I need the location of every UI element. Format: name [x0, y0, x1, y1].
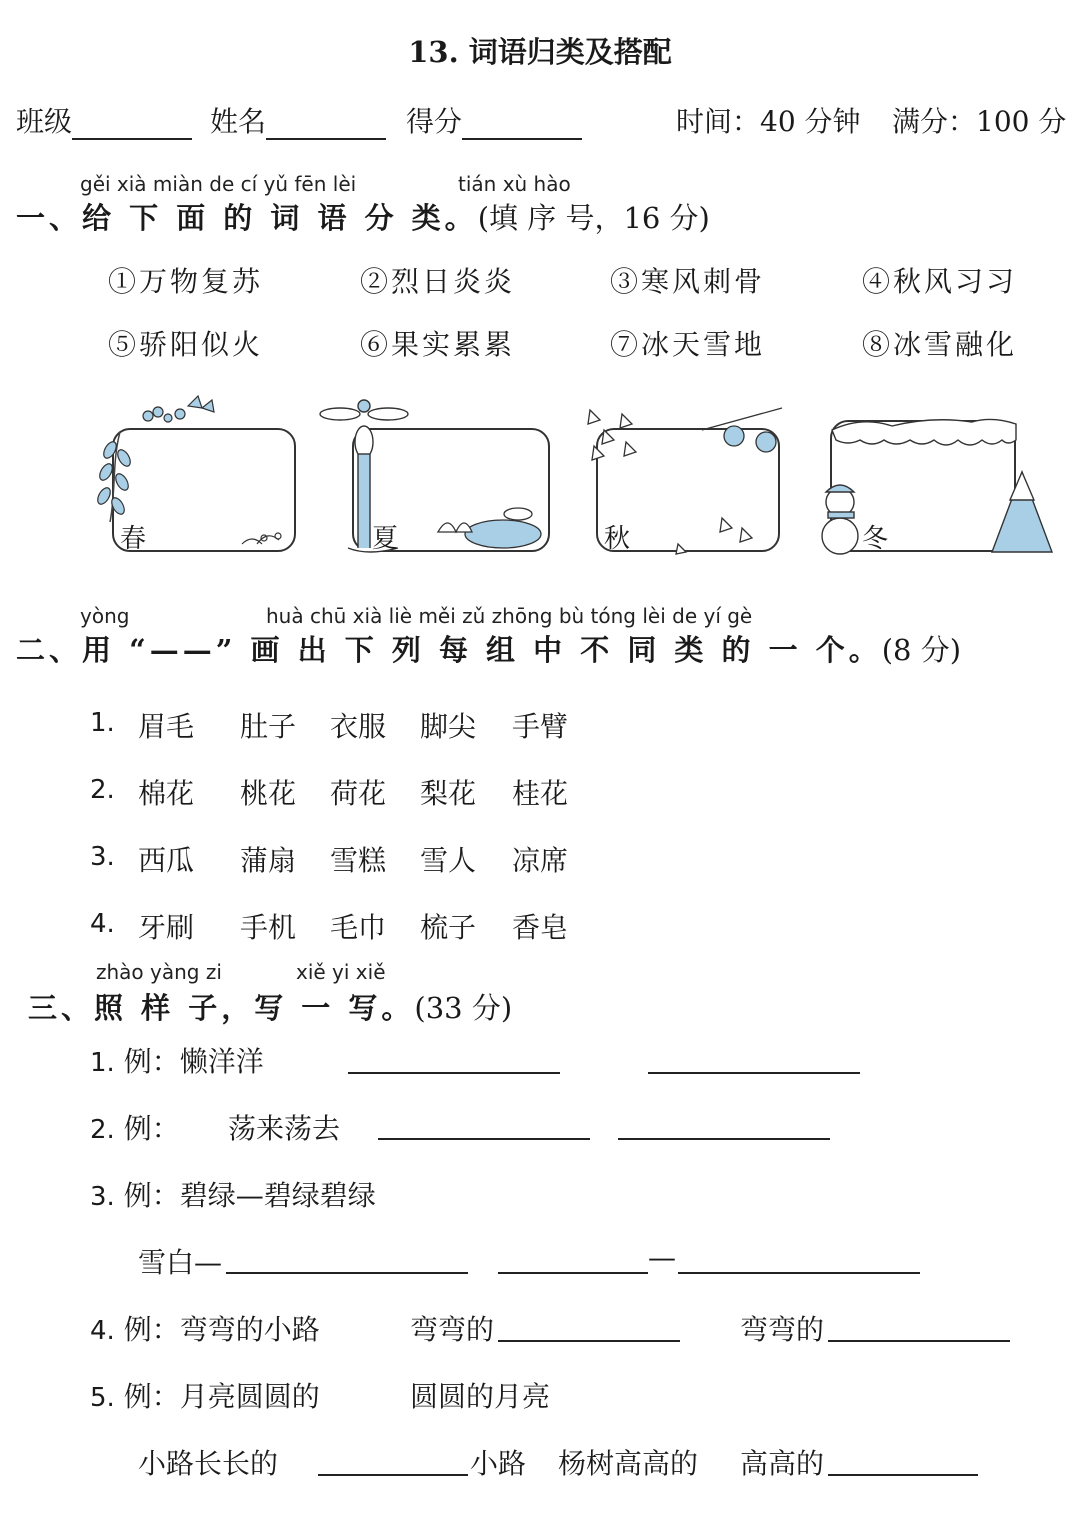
- word[interactable]: 牙刷: [138, 911, 195, 944]
- section2-heading-text: 二、用 “——” 画 出 下 列 每 组 中 不 同 类 的 一 个。: [16, 633, 882, 667]
- item-3: [90, 1174, 376, 1214]
- word[interactable]: 脚尖: [420, 710, 477, 743]
- class-blank[interactable]: [72, 110, 192, 140]
- word[interactable]: 西瓜: [138, 844, 195, 877]
- word[interactable]: 凉席: [512, 844, 569, 877]
- word[interactable]: 桂花: [512, 777, 569, 810]
- item-example: 例：懒洋洋: [123, 1045, 264, 1078]
- group-num: 3.: [90, 842, 115, 872]
- word[interactable]: 香皂: [512, 911, 569, 944]
- item-num: 3.: [90, 1182, 115, 1212]
- group-num: 1.: [90, 708, 115, 738]
- item-5-sub-1: 小路长长的: [138, 1447, 279, 1480]
- item-4: [90, 1308, 320, 1348]
- time-text: 时间：40 分钟: [676, 105, 861, 138]
- group-row-2: [90, 772, 115, 805]
- item-num: 5.: [90, 1383, 115, 1413]
- item-4-prefix-1: 弯弯的: [410, 1313, 495, 1346]
- item-5-example-2: 圆圆的月亮: [410, 1380, 551, 1413]
- section3-heading-text: 三、照 样 子，写 一 写。: [28, 991, 415, 1025]
- word[interactable]: 雪糕: [330, 844, 387, 877]
- item-example: 例：弯弯的小路: [123, 1313, 320, 1346]
- item-num: 4.: [90, 1316, 115, 1346]
- word[interactable]: 肚子: [240, 710, 297, 743]
- answer-blank[interactable]: [226, 1272, 468, 1274]
- item-example: 例：月亮圆圆的: [123, 1380, 320, 1413]
- word[interactable]: 衣服: [330, 710, 387, 743]
- word[interactable]: 手臂: [512, 710, 569, 743]
- word[interactable]: 毛巾: [330, 911, 387, 944]
- group-num: 4.: [90, 909, 115, 939]
- section1-heading-text: 一、给 下 面 的 词 语 分 类。: [16, 201, 478, 235]
- group-num: 2.: [90, 775, 115, 805]
- class-field: [16, 100, 192, 140]
- summer-label: 夏: [372, 524, 399, 554]
- section3-heading: [28, 986, 512, 1027]
- item-2: [90, 1107, 180, 1147]
- name-field: [210, 100, 386, 140]
- section2-pinyin-a: yòng: [80, 604, 130, 628]
- item-5-sub-4: 高高的: [740, 1447, 825, 1480]
- item-3-sub: 雪白—: [138, 1246, 223, 1279]
- answer-blank[interactable]: [318, 1474, 468, 1476]
- section1-heading: [16, 196, 710, 237]
- group-row-1: [90, 705, 115, 738]
- score-blank[interactable]: [462, 110, 582, 140]
- word[interactable]: 梳子: [420, 911, 477, 944]
- word[interactable]: 眉毛: [138, 710, 195, 743]
- option-1: ①万物复苏: [108, 265, 264, 298]
- option-4: ④秋风习习: [862, 265, 1018, 298]
- section2-score: (8 分): [881, 633, 962, 667]
- option-6: ⑥果实累累: [360, 328, 516, 361]
- item-1: [90, 1040, 264, 1080]
- item-num: 2.: [90, 1115, 115, 1145]
- name-blank[interactable]: [266, 110, 386, 140]
- item-5-sub-2: 小路: [470, 1447, 527, 1480]
- score-field: [406, 100, 582, 140]
- item-3-dash: —: [648, 1241, 676, 1274]
- word[interactable]: 荷花: [330, 777, 387, 810]
- section3-score: (33 分): [414, 991, 513, 1025]
- word[interactable]: 雪人: [420, 844, 477, 877]
- spring-label: 春: [120, 524, 147, 554]
- word[interactable]: 棉花: [138, 777, 195, 810]
- item-5: [90, 1375, 320, 1415]
- score-label: 得分: [406, 105, 463, 138]
- option-5: ⑤骄阳似火: [108, 328, 264, 361]
- snowman-tree-icon: [800, 408, 1062, 558]
- word[interactable]: 梨花: [420, 777, 477, 810]
- answer-blank[interactable]: [498, 1272, 648, 1274]
- class-label: 班级: [16, 105, 73, 138]
- group-row-3: [90, 839, 115, 872]
- answer-blank[interactable]: [678, 1272, 920, 1274]
- name-label: 姓名: [210, 105, 267, 138]
- answer-blank[interactable]: [378, 1138, 590, 1140]
- section1-pinyin-b: tián xù hào: [458, 172, 571, 196]
- word[interactable]: 桃花: [240, 777, 297, 810]
- option-7: ⑦冰天雪地: [610, 328, 766, 361]
- section2-pinyin-b: huà chū xià liè měi zǔ zhōng bù tóng lèi de yí gè: [266, 604, 753, 628]
- section2-heading: [16, 628, 961, 669]
- winter-label: 冬: [862, 524, 889, 554]
- option-2: ②烈日炎炎: [360, 265, 516, 298]
- item-4-prefix-2: 弯弯的: [740, 1313, 825, 1346]
- item-example: 例：碧绿—碧绿碧绿: [123, 1179, 376, 1212]
- autumn-label: 秋: [604, 524, 631, 554]
- answer-blank[interactable]: [498, 1340, 680, 1342]
- answer-blank[interactable]: [828, 1474, 978, 1476]
- answer-blank[interactable]: [828, 1340, 1010, 1342]
- page-title: 13. 词语归类及搭配: [408, 35, 672, 69]
- answer-blank[interactable]: [348, 1072, 560, 1074]
- group-row-4: [90, 906, 115, 939]
- section3-pinyin-a: zhào yàng zi: [96, 960, 222, 984]
- word[interactable]: 手机: [240, 911, 297, 944]
- dragonfly-lotus-icon: [318, 392, 558, 562]
- full-score-text: 满分：100 分: [892, 105, 1067, 138]
- section1-pinyin-a: gěi xià miàn de cí yǔ fēn lèi: [80, 172, 357, 196]
- item-5-sub-3: 杨树高高的: [558, 1447, 699, 1480]
- item-2-example-word: 荡来荡去: [228, 1112, 341, 1145]
- item-example: 例：: [123, 1112, 180, 1145]
- answer-blank[interactable]: [648, 1072, 860, 1074]
- section1-score: (填 序 号，16 分): [477, 201, 710, 235]
- item-num: 1.: [90, 1048, 115, 1078]
- section3-pinyin-b: xiě yi xiě: [296, 960, 386, 984]
- word[interactable]: 蒲扇: [240, 844, 297, 877]
- answer-blank[interactable]: [618, 1138, 830, 1140]
- option-8: ⑧冰雪融化: [862, 328, 1018, 361]
- option-3: ③寒风刺骨: [610, 265, 766, 298]
